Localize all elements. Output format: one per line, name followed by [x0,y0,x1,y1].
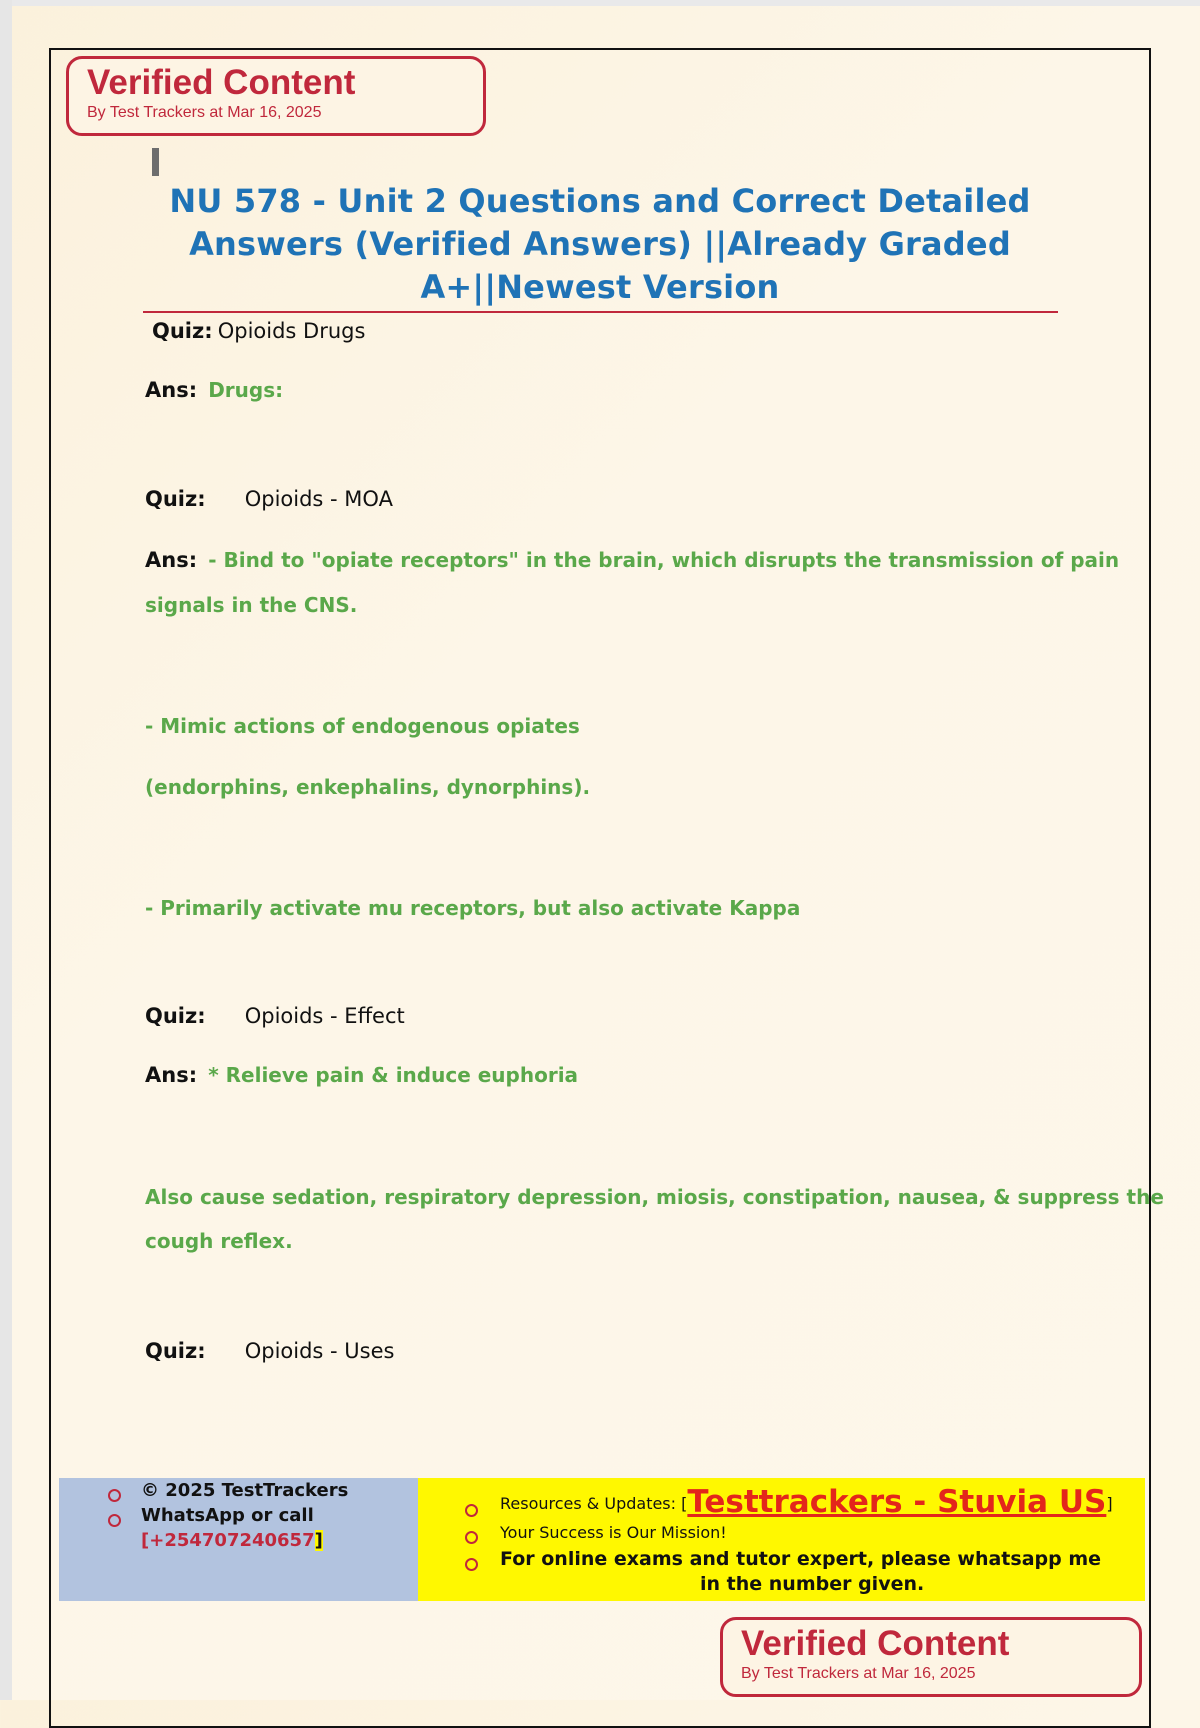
title-divider [143,311,1058,313]
stamp-subtitle: By Test Trackers at Mar 16, 2025 [741,1665,976,1682]
bullet-icon [465,1531,478,1544]
answer-3-line-3: cough reflex. [145,1229,293,1253]
quiz-4 [145,1339,394,1363]
phone-bracket-open: [ [141,1530,150,1551]
quiz-1 [152,319,365,343]
answer-2-line-2: signals in the CNS. [145,593,358,617]
footer-copyright: © 2025 TestTrackers [141,1480,349,1501]
quiz-3-text: Opioids - Effect [244,1004,405,1028]
footer-online-line-2: in the number given. [700,1573,925,1595]
answer-1-text: Drugs: [208,378,284,402]
stuvia-link[interactable]: Testtrackers - Stuvia US [687,1484,1107,1520]
footer-info-panel [418,1478,1145,1601]
phone-number[interactable]: +254707240657 [149,1530,315,1551]
footer-phone-line [141,1530,323,1551]
quiz-label: Quiz: [145,1004,206,1028]
footer-whatsapp: WhatsApp or call [141,1505,314,1526]
stamp-subtitle: By Test Trackers at Mar 16, 2025 [87,104,322,121]
verified-stamp-top [66,56,486,136]
verified-stamp-bottom [720,1617,1142,1697]
quiz-4-text: Opioids - Uses [244,1339,395,1363]
quiz-2 [145,487,393,511]
answer-2-line-5: - Primarily activate mu receptors, but also activate Kappa [145,896,801,920]
viewer-left-edge [0,0,12,1700]
bullet-icon [108,1489,121,1502]
text-cursor [152,148,159,176]
ans-label: Ans: [145,1063,198,1087]
answer-3 [145,1063,578,1087]
footer-mission: Your Success is Our Mission! [500,1523,727,1542]
resources-label: Resources & Updates: [ [500,1494,688,1513]
answer-2-line-4: (endorphins, enkephalins, dynorphins). [145,775,591,799]
footer-contact-panel [59,1478,418,1601]
answer-2-line-1: - Bind to "opiate receptors" in the brain, which disrupts the transmission of pain [208,548,1120,572]
stamp-title: Verified Content [741,1624,1010,1663]
title-line-2: Answers (Verified Answers) ||Already Graded [189,225,1011,263]
bullet-icon [108,1514,121,1527]
bullet-icon [465,1504,478,1517]
resources-close: ] [1106,1494,1113,1513]
document-title [145,180,1055,309]
viewer-top-edge [0,0,1200,6]
footer-resources [500,1484,1113,1520]
phone-bracket-close: ] [314,1530,323,1551]
answer-3-line-1: * Relieve pain & induce euphoria [208,1063,579,1087]
quiz-label: Quiz: [145,487,206,511]
title-line-3: A+||Newest Version [420,268,780,306]
quiz-label: Quiz: [145,1339,206,1363]
stamp-title: Verified Content [87,63,356,102]
footer-online-line-1: For online exams and tutor expert, please whatsapp me [500,1548,1102,1570]
quiz-1-text: Opioids Drugs [217,319,366,343]
bullet-icon [465,1558,478,1571]
answer-2 [145,548,1119,572]
ans-label: Ans: [145,548,198,572]
quiz-3 [145,1004,405,1028]
title-line-1: NU 578 - Unit 2 Questions and Correct Detailed [169,182,1031,220]
quiz-label: Quiz: [152,319,213,343]
answer-3-line-2: Also cause sedation, respiratory depression, miosis, constipation, nausea, & suppress the [145,1185,1164,1209]
quiz-2-text: Opioids - MOA [244,487,393,511]
ans-label: Ans: [145,378,198,402]
answer-1 [145,378,283,402]
answer-2-line-3: - Mimic actions of endogenous opiates [145,714,580,738]
